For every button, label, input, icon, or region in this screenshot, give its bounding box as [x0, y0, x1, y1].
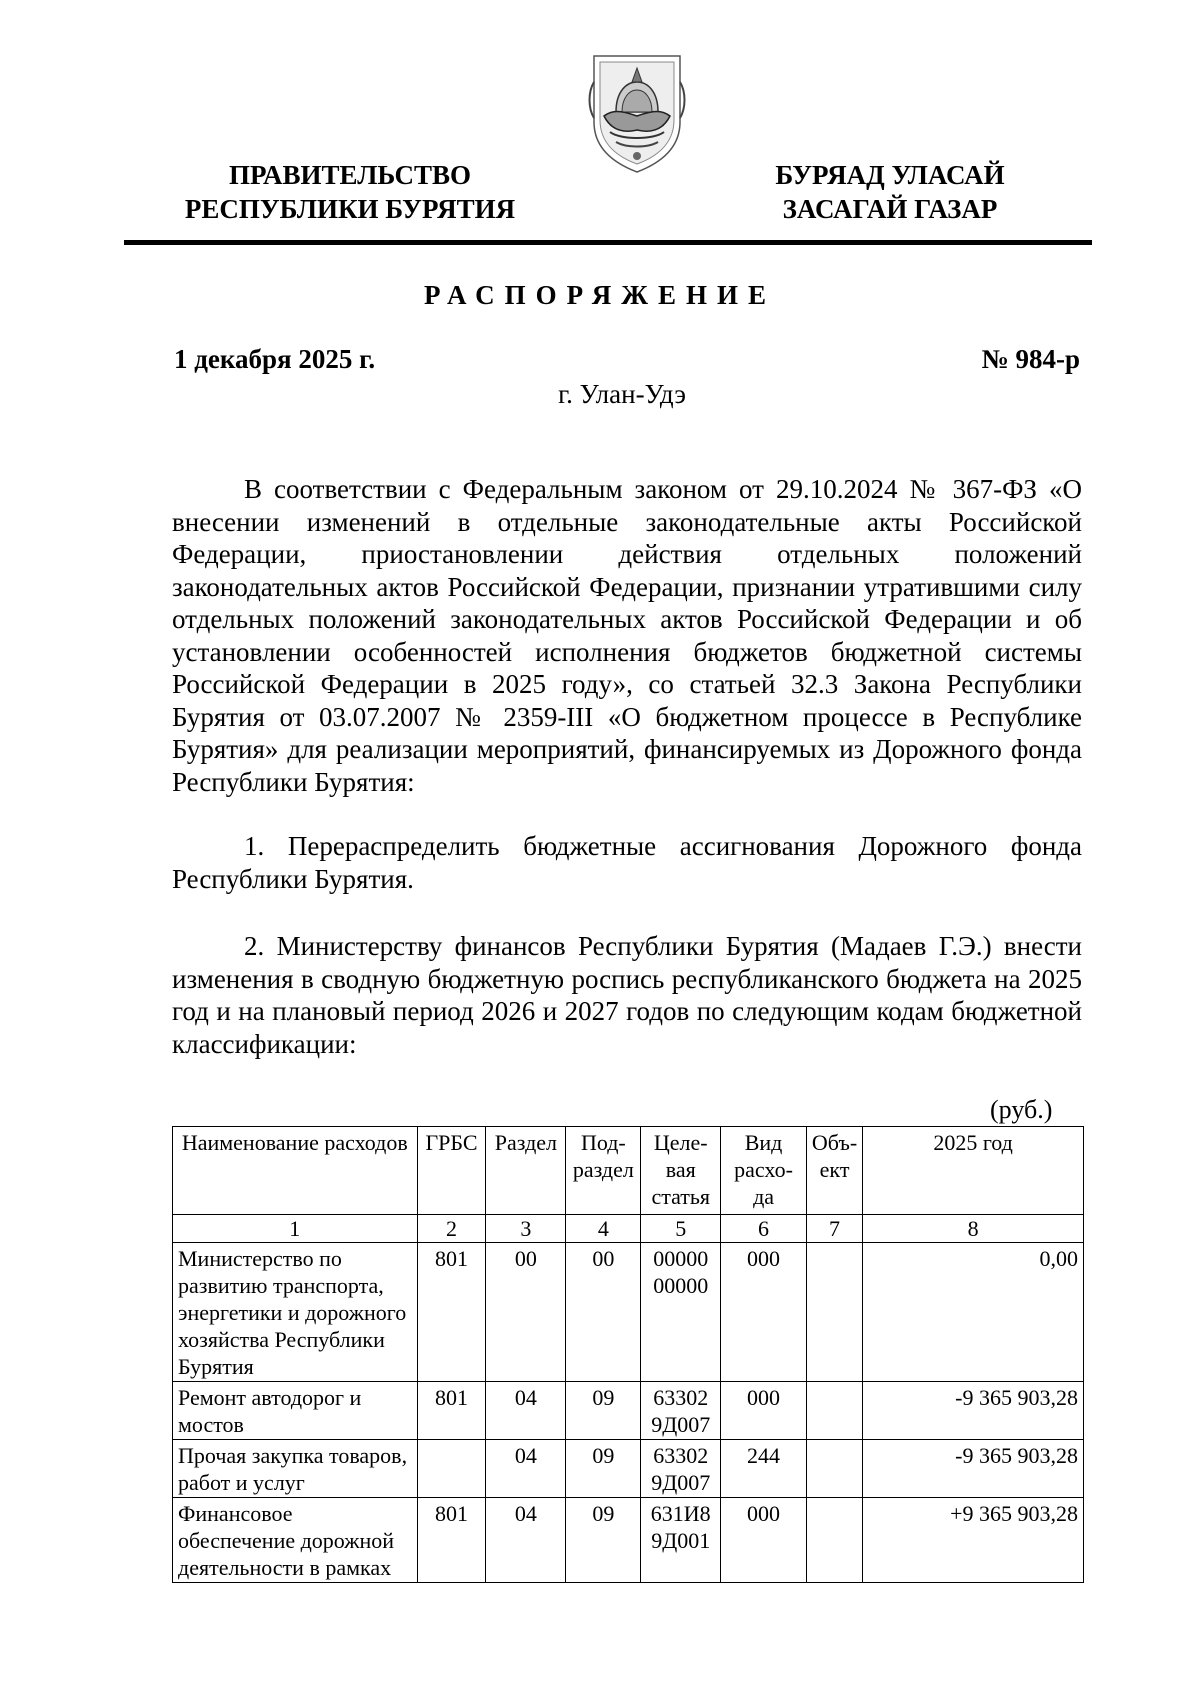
table-row: [173, 1498, 1084, 1583]
header-divider: [124, 240, 1092, 245]
clause-2-paragraph: 2. Министерству финансов Республики Бурятия (Мадаев Г.Э.) внести изменения в сводную бюджетную роспись республиканского бюджета на 2025 год и на плановый период 2026 и 2027 годов по следующим кодам бюджетной классификации:: [172, 931, 1082, 1059]
government-name-buryat-line1: БУРЯАД УЛАСАЙ: [775, 160, 1005, 190]
government-name-buryat-line2: ЗАСАГАЙ ГАЗАР: [782, 194, 998, 224]
column-number: 1: [173, 1215, 418, 1243]
row-name: Финансовое обеспечение дорожной деятельности в рамках: [173, 1498, 418, 1583]
row-grbs: 801: [417, 1382, 486, 1440]
header-vid: Вид расхо-да: [721, 1127, 807, 1215]
row-podrazdel: 09: [566, 1382, 641, 1440]
row-statya: 63302 9Д007: [641, 1382, 721, 1440]
row-podrazdel: 09: [566, 1440, 641, 1498]
row-vid: 244: [721, 1440, 807, 1498]
table-column-numbers-row: [173, 1215, 1084, 1243]
document-city: г. Улан-Удэ: [558, 379, 686, 409]
row-razdel: 04: [486, 1382, 566, 1440]
table-row: [173, 1440, 1084, 1498]
header-grbs: ГРБС: [417, 1127, 486, 1215]
column-number: 5: [641, 1215, 721, 1243]
row-obekt: [806, 1440, 862, 1498]
column-number: 4: [566, 1215, 641, 1243]
row-vid: 000: [721, 1243, 807, 1382]
row-vid: 000: [721, 1498, 807, 1583]
row-podrazdel: 00: [566, 1243, 641, 1382]
row-razdel: 04: [486, 1498, 566, 1583]
government-name-line2: РЕСПУБЛИКИ БУРЯТИЯ: [184, 194, 516, 224]
government-name-russian: [160, 158, 540, 226]
header-razdel: Раздел: [486, 1127, 566, 1215]
coat-of-arms-emblem: [586, 52, 688, 176]
table-row: [173, 1243, 1084, 1382]
preamble-paragraph: В соответствии с Федеральным законом от 29.10.2024 № 367-ФЗ «О внесении изменений в отдельные законодательные акты Российской Федерации, приостановлении действия отдельных положений законодательных актов Российской Федерации, признании утратившими силу отдельных положений законодательных актов Российской Федерации и об установлении особенностей исполнения бюджетов бюджетной системы Российской Федерации в 2025 году», со статьей 32.3 Закона Республики Бурятия от 03.07.2007 № 2359-III «О бюджетном процессе в Республике Бурятия» для реализации мероприятий, финансируемых из Дорожного фонда Республики Бурятия:: [172, 474, 1082, 797]
budget-table: [172, 1126, 1084, 1583]
currency-unit-label: (руб.): [990, 1095, 1053, 1124]
row-sum: -9 365 903,28: [863, 1440, 1084, 1498]
row-grbs: 801: [417, 1498, 486, 1583]
table-row: [173, 1382, 1084, 1440]
row-statya: 631И8 9Д001: [641, 1498, 721, 1583]
government-name-line1: ПРАВИТЕЛЬСТВО: [228, 160, 472, 190]
row-razdel: 04: [486, 1440, 566, 1498]
row-vid: 000: [721, 1382, 807, 1440]
row-name: Министерство по развитию транспорта, энергетики и дорожного хозяйства Республики Бурятия: [173, 1243, 418, 1382]
column-number: 3: [486, 1215, 566, 1243]
header-podrazdel: Под-раздел: [566, 1127, 641, 1215]
row-obekt: [806, 1243, 862, 1382]
row-name: Ремонт автодорог и мостов: [173, 1382, 418, 1440]
row-grbs: [417, 1440, 486, 1498]
government-name-buryat: [740, 158, 1040, 226]
header-name: Наименование расходов: [173, 1127, 418, 1215]
header-obekt: Объ-ект: [806, 1127, 862, 1215]
clause-1-paragraph: 1. Перераспределить бюджетные ассигнования Дорожного фонда Республики Бурятия.: [172, 831, 1082, 894]
header-sum: 2025 год: [863, 1127, 1084, 1215]
row-obekt: [806, 1382, 862, 1440]
row-sum: -9 365 903,28: [863, 1382, 1084, 1440]
row-name: Прочая закупка товаров, работ и услуг: [173, 1440, 418, 1498]
document-date: 1 декабря 2025 г.: [174, 344, 376, 374]
row-statya: 63302 9Д007: [641, 1440, 721, 1498]
column-number: 6: [721, 1215, 807, 1243]
table-header-row: [173, 1127, 1084, 1215]
row-podrazdel: 09: [566, 1498, 641, 1583]
column-number: 8: [863, 1215, 1084, 1243]
row-sum: +9 365 903,28: [863, 1498, 1084, 1583]
header-statya: Целе-вая статья: [641, 1127, 721, 1215]
row-obekt: [806, 1498, 862, 1583]
row-grbs: 801: [417, 1243, 486, 1382]
row-sum: 0,00: [863, 1243, 1084, 1382]
column-number: 2: [417, 1215, 486, 1243]
column-number: 7: [806, 1215, 862, 1243]
row-razdel: 00: [486, 1243, 566, 1382]
row-statya: 00000 00000: [641, 1243, 721, 1382]
document-title: РАСПОРЯЖЕНИЕ: [423, 280, 777, 310]
document-number: № 984-р: [981, 344, 1080, 374]
